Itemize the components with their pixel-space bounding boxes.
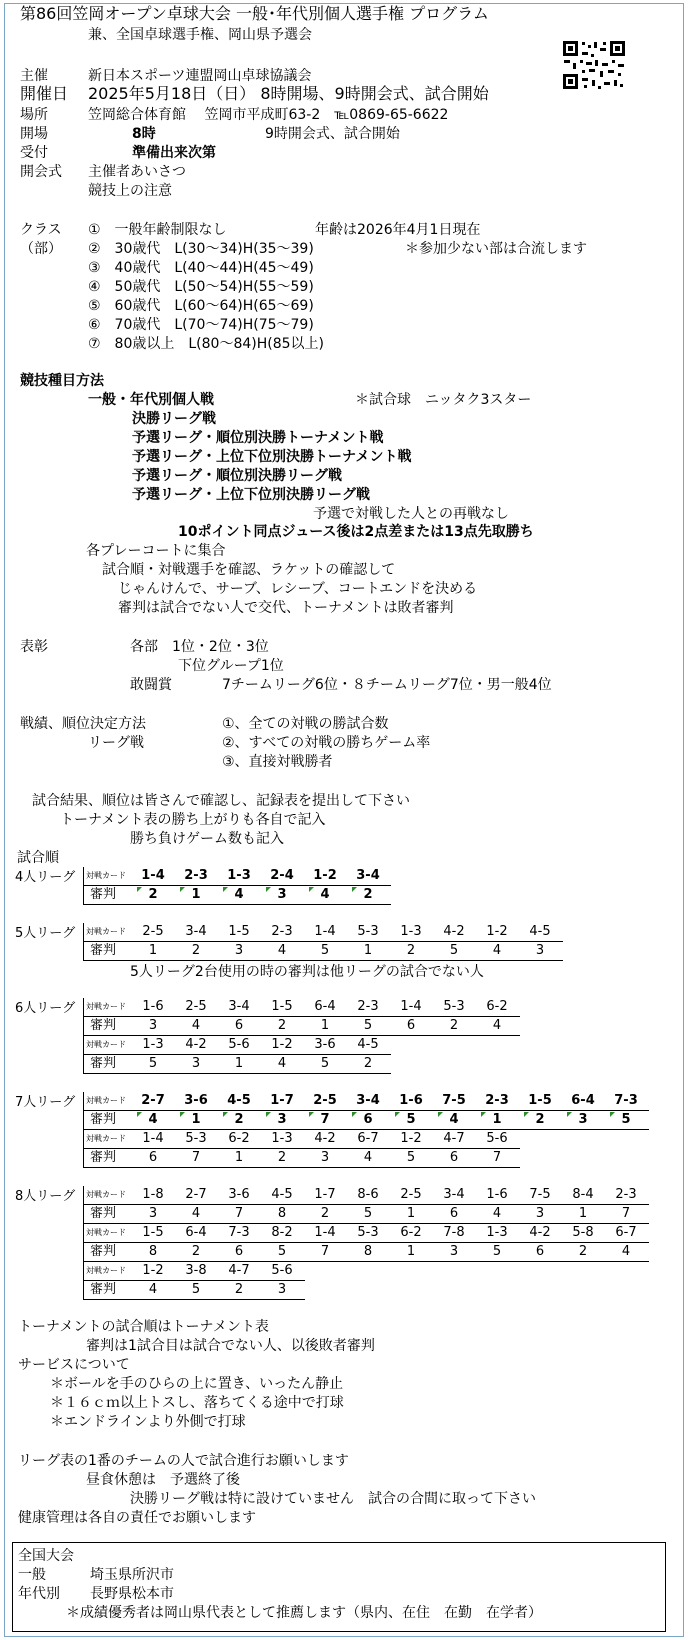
match-pair: 2-7 <box>185 1187 207 1202</box>
league-4-label: 4人リーグ <box>15 870 76 885</box>
venue: 笠岡総合体育館 笠岡市平成町63-2 ℡0869-65-6622 <box>88 107 449 123</box>
card-label: 対戦カード <box>83 1036 132 1054</box>
awards-line: 下位グループ1位 <box>178 658 284 674</box>
match-referee: 1 <box>191 1112 201 1127</box>
match-referee: 2 <box>191 943 201 958</box>
ceremony-notes: 競技上の注意 <box>88 183 172 199</box>
match-pair: 2-3 <box>357 999 379 1014</box>
class-item: ② 30歳代 L(30～34)H(35～39) <box>88 241 314 257</box>
match-referee: 3 <box>277 1112 287 1127</box>
card-label: 対戦カード <box>83 923 132 941</box>
match-referee: 2 <box>363 887 373 902</box>
match-referee: 5 <box>148 1056 158 1071</box>
format-item: 予選リーグ・順位別決勝リーグ戦 <box>132 468 342 484</box>
match-referee: 5 <box>191 1282 201 1297</box>
service-heading: サービスについて <box>18 1357 130 1373</box>
organizer-label: 主催 <box>20 68 48 84</box>
venue-label: 場所 <box>20 107 48 123</box>
merge-note: ＊参加少ない部は合流します <box>405 241 587 257</box>
class-item: ⑦ 80歳以上 L(80～84)H(85以上) <box>88 336 324 352</box>
match-pair: 1-3 <box>486 1225 508 1240</box>
match-referee: 1 <box>492 1112 502 1127</box>
match-pair: 6-4 <box>314 999 336 1014</box>
match-referee: 4 <box>449 1112 459 1127</box>
class-item: ⑥ 70歳代 L(70～74)H(75～79) <box>88 317 314 333</box>
tournament-note: トーナメントの試合順はトーナメント表 <box>18 1319 269 1335</box>
match-referee: 2 <box>363 1056 373 1071</box>
card-label: 対戦カード <box>83 1092 132 1110</box>
row-divider <box>83 960 563 961</box>
match-referee: 4 <box>148 1282 158 1297</box>
match-pair: 1-5 <box>528 1093 552 1108</box>
match-pair: 4-2 <box>314 1131 336 1146</box>
class-item: ① 一般年齢制限なし <box>88 222 227 238</box>
page-subtitle: 兼、全国卓球選手権、岡山県予選会 <box>88 27 312 43</box>
match-pair: 2-5 <box>142 924 164 939</box>
format-item: 予選リーグ・順位別決勝トーナメント戦 <box>132 430 384 446</box>
match-referee: 2 <box>277 1150 287 1165</box>
match-pair: 3-4 <box>443 1187 465 1202</box>
fighting-spirit-award: 7チームリーグ6位・８チームリーグ7位・男一般4位 <box>222 677 552 693</box>
match-referee: 6 <box>449 1206 459 1221</box>
match-referee: 2 <box>277 1018 287 1033</box>
match-referee: 2 <box>191 1244 201 1259</box>
format-item: 予選リーグ・上位下位別決勝リーグ戦 <box>132 487 370 503</box>
match-referee: 8 <box>277 1206 287 1221</box>
match-pair: 6-2 <box>400 1225 422 1240</box>
class-item: ④ 50歳代 L(50～54)H(55～59) <box>88 279 314 295</box>
match-pair: 3-6 <box>228 1187 250 1202</box>
event-type: 一般・年代別個人戦 <box>88 392 214 408</box>
match-pair: 1-2 <box>486 924 508 939</box>
league-7-label: 7人リーグ <box>15 1095 76 1110</box>
service-rule: ＊ボールを手のひらの上に置き、いったん静止 <box>50 1376 344 1392</box>
match-order-label: 試合順 <box>17 850 59 866</box>
corner-mark <box>137 887 142 892</box>
match-referee: 3 <box>320 1150 330 1165</box>
match-pair: 1-5 <box>271 999 293 1014</box>
match-referee: 1 <box>578 1206 588 1221</box>
results-note: 試合結果、順位は皆さんで確認し、記録表を提出して下さい <box>32 793 410 809</box>
service-rule: ＊エンドラインより外側で打球 <box>50 1414 246 1430</box>
match-pair: 4-5 <box>271 1187 293 1202</box>
referee-label: 審判 <box>83 1055 129 1073</box>
match-pair: 1-4 <box>141 868 165 883</box>
match-pair: 1-2 <box>271 1037 293 1052</box>
match-pair: 3-4 <box>185 924 207 939</box>
match-pair: 4-5 <box>357 1037 379 1052</box>
match-pair: 6-4 <box>571 1093 595 1108</box>
league-6-label: 6人リーグ <box>15 1001 76 1016</box>
ball-note: ＊試合球 ニッタク3スター <box>355 392 532 408</box>
match-referee: 2 <box>234 1112 244 1127</box>
referee-label: 審判 <box>83 942 129 960</box>
match-pair: 6-4 <box>185 1225 207 1240</box>
match-pair: 1-3 <box>271 1131 293 1146</box>
closing-note: 健康管理は各自の責任でお願いします <box>18 1510 256 1526</box>
match-referee: 1 <box>406 1244 416 1259</box>
match-referee: 4 <box>621 1244 631 1259</box>
match-pair: 2-5 <box>313 1093 337 1108</box>
match-pair: 6-2 <box>228 1131 250 1146</box>
match-pair: 6-2 <box>486 999 508 1014</box>
match-pair: 1-2 <box>400 1131 422 1146</box>
match-pair: 3-4 <box>356 868 380 883</box>
ranking-rule: ②、すべての対戦の勝ちゲーム率 <box>222 735 431 751</box>
organizer: 新日本スポーツ連盟岡山卓球協議会 <box>88 68 312 84</box>
match-referee: 3 <box>578 1112 588 1127</box>
card-label: 対戦カード <box>83 998 132 1016</box>
card-label: 対戦カード <box>83 1224 132 1242</box>
match-pair: 5-6 <box>271 1263 293 1278</box>
match-referee: 2 <box>234 1282 244 1297</box>
match-referee: 5 <box>320 943 330 958</box>
national-heading: 全国大会 <box>18 1548 74 1564</box>
ranking-label: 戦績、順位決定方法 <box>20 716 146 732</box>
national-general-city: 埼玉県所沢市 <box>90 1567 174 1583</box>
match-referee: 5 <box>621 1112 631 1127</box>
match-referee: 7 <box>191 1150 201 1165</box>
match-referee: 4 <box>363 1150 373 1165</box>
reception: 準備出来次第 <box>132 145 216 161</box>
match-referee: 7 <box>234 1206 244 1221</box>
match-referee: 2 <box>449 1018 459 1033</box>
match-referee: 7 <box>320 1112 330 1127</box>
results-note: トーナメント表の勝ち上がりも各自で記入 <box>60 812 326 828</box>
match-referee: 6 <box>406 1018 416 1033</box>
corner-mark <box>309 887 314 892</box>
match-referee: 4 <box>191 1206 201 1221</box>
referee-label: 審判 <box>83 1281 129 1299</box>
match-pair: 4-2 <box>185 1037 207 1052</box>
match-pair: 1-8 <box>142 1187 164 1202</box>
referee-label: 審判 <box>83 886 129 904</box>
card-label: 対戦カード <box>83 1186 132 1204</box>
match-referee: 1 <box>234 1150 244 1165</box>
match-pair: 1-3 <box>400 924 422 939</box>
match-pair: 4-5 <box>227 1093 251 1108</box>
match-referee: 6 <box>234 1244 244 1259</box>
court-note: 各プレーコートに集合 <box>86 543 226 559</box>
match-pair: 2-3 <box>615 1187 637 1202</box>
match-referee: 5 <box>406 1150 416 1165</box>
qr-code-icon <box>562 40 626 90</box>
match-pair: 1-6 <box>486 1187 508 1202</box>
match-pair: 3-4 <box>228 999 250 1014</box>
match-pair: 2-4 <box>270 868 294 883</box>
match-pair: 7-3 <box>228 1225 250 1240</box>
ranking-rule: ③、直接対戦勝者 <box>222 754 333 770</box>
corner-mark <box>223 1112 228 1117</box>
reception-label: 受付 <box>20 145 48 161</box>
class-item: ⑤ 60歳代 L(60～64)H(65～69) <box>88 298 314 314</box>
match-pair: 1-4 <box>314 924 336 939</box>
match-referee: 2 <box>535 1112 545 1127</box>
rematch-note: 予選で対戦した人との再戦なし <box>313 506 509 522</box>
corner-mark <box>266 887 271 892</box>
corner-mark <box>438 1112 443 1117</box>
date-label: 開催日 <box>20 84 69 103</box>
national-note: ＊成績優秀者は岡山県代表として推薦します（県内、在住 在勤 在学者） <box>66 1605 542 1621</box>
class-label-2: （部） <box>20 241 62 257</box>
match-referee: 4 <box>191 1018 201 1033</box>
corner-mark <box>352 887 357 892</box>
corner-mark <box>266 1112 271 1117</box>
fighting-spirit-label: 敢闘賞 <box>130 677 172 693</box>
corner-mark <box>180 1112 185 1117</box>
match-pair: 3-6 <box>314 1037 336 1052</box>
match-referee: 3 <box>449 1244 459 1259</box>
match-referee: 3 <box>277 887 287 902</box>
match-pair: 7-8 <box>443 1225 465 1240</box>
corner-mark <box>481 1112 486 1117</box>
referee-label: 審判 <box>83 1017 129 1035</box>
national-age-city: 長野県松本市 <box>90 1586 174 1602</box>
match-pair: 1-7 <box>314 1187 336 1202</box>
ceremony-greeting: 主催者あいさつ <box>88 164 186 180</box>
match-pair: 5-3 <box>357 1225 379 1240</box>
match-referee: 4 <box>320 887 330 902</box>
match-referee: 8 <box>148 1244 158 1259</box>
court-note: 試合順・対戦選手を確認、ラケットの確認して <box>102 562 396 578</box>
class-label: クラス <box>20 222 62 238</box>
match-referee: 4 <box>492 1018 502 1033</box>
match-pair: 1-5 <box>228 924 250 939</box>
match-referee: 5 <box>492 1244 502 1259</box>
referee-label: 審判 <box>83 1111 129 1129</box>
ranking-rule: ①、全ての対戦の勝試合数 <box>222 716 389 732</box>
match-pair: 6-7 <box>357 1131 379 1146</box>
national-general-label: 一般 <box>18 1567 46 1583</box>
ranking-league-label: リーグ戦 <box>88 735 144 751</box>
card-label: 対戦カード <box>83 1262 132 1280</box>
corner-mark <box>395 1112 400 1117</box>
corner-mark <box>309 1112 314 1117</box>
match-referee: 3 <box>148 1018 158 1033</box>
league-8-label: 8人リーグ <box>15 1189 76 1204</box>
match-referee: 1 <box>234 1056 244 1071</box>
match-referee: 4 <box>277 1056 287 1071</box>
match-referee: 5 <box>449 943 459 958</box>
match-referee: 7 <box>621 1206 631 1221</box>
match-pair: 8-2 <box>271 1225 293 1240</box>
event-date: 2025年5月18日（日） 8時開場、9時開会式、試合開始 <box>88 84 489 103</box>
league-5-note: 5人リーグ2台使用の時の審判は他リーグの試合でない人 <box>130 964 484 980</box>
row-divider <box>83 1073 391 1074</box>
card-label: 対戦カード <box>83 1130 132 1148</box>
match-referee: 7 <box>320 1244 330 1259</box>
match-referee: 1 <box>148 943 158 958</box>
match-pair: 4-5 <box>529 924 551 939</box>
match-referee: 1 <box>406 1206 416 1221</box>
match-referee: 5 <box>277 1244 287 1259</box>
corner-mark <box>524 1112 529 1117</box>
match-pair: 2-3 <box>184 868 208 883</box>
match-pair: 2-7 <box>141 1093 165 1108</box>
ceremony-label: 開会式 <box>20 164 62 180</box>
match-pair: 1-3 <box>142 1037 164 1052</box>
corner-mark <box>180 887 185 892</box>
corner-mark <box>567 1112 572 1117</box>
match-pair: 2-5 <box>400 1187 422 1202</box>
open-note: 9時開会式、試合開始 <box>265 126 400 142</box>
match-referee: 4 <box>277 943 287 958</box>
match-referee: 4 <box>492 1206 502 1221</box>
referee-label: 審判 <box>83 1149 129 1167</box>
row-divider <box>83 1299 305 1300</box>
match-pair: 3-4 <box>356 1093 380 1108</box>
match-pair: 1-2 <box>313 868 337 883</box>
match-pair: 2-5 <box>185 999 207 1014</box>
match-pair: 1-4 <box>400 999 422 1014</box>
match-referee: 4 <box>234 887 244 902</box>
corner-mark <box>223 887 228 892</box>
match-pair: 1-4 <box>142 1131 164 1146</box>
match-pair: 3-6 <box>184 1093 208 1108</box>
match-pair: 4-2 <box>529 1225 551 1240</box>
open-label: 開場 <box>20 126 48 142</box>
match-pair: 6-7 <box>615 1225 637 1240</box>
open-time: 8時 <box>132 126 156 142</box>
match-pair: 1-5 <box>142 1225 164 1240</box>
match-pair: 1-6 <box>399 1093 423 1108</box>
age-note: 年齢は2026年4月1日現在 <box>315 222 481 238</box>
match-referee: 6 <box>363 1112 373 1127</box>
match-pair: 4-7 <box>228 1263 250 1278</box>
row-divider <box>83 904 391 905</box>
match-referee: 1 <box>320 1018 330 1033</box>
match-pair: 5-3 <box>443 999 465 1014</box>
match-pair: 8-6 <box>357 1187 379 1202</box>
corner-mark <box>352 1112 357 1117</box>
match-pair: 1-6 <box>142 999 164 1014</box>
closing-note: 決勝リーグ戦は特に設けていません 試合の合間に取って下さい <box>130 1491 536 1507</box>
national-age-label: 年代別 <box>18 1586 60 1602</box>
format-item: 決勝リーグ戦 <box>132 411 216 427</box>
corner-mark <box>610 1112 615 1117</box>
match-referee: 5 <box>363 1206 373 1221</box>
match-pair: 8-4 <box>572 1187 594 1202</box>
match-pair: 2-3 <box>271 924 293 939</box>
match-pair: 4-2 <box>443 924 465 939</box>
match-referee: 4 <box>148 1112 158 1127</box>
match-pair: 4-7 <box>443 1131 465 1146</box>
match-referee: 3 <box>535 1206 545 1221</box>
results-note: 勝ち負けゲーム数も記入 <box>130 831 284 847</box>
format-item: 予選リーグ・上位下位別決勝トーナメント戦 <box>132 449 412 465</box>
closing-note: リーグ表の1番のチームの人で試合進行お願いします <box>18 1453 349 1469</box>
match-referee: 2 <box>406 943 416 958</box>
awards-label: 表彰 <box>20 639 48 655</box>
match-referee: 5 <box>320 1056 330 1071</box>
match-referee: 2 <box>148 887 158 902</box>
match-pair: 1-2 <box>142 1263 164 1278</box>
match-referee: 8 <box>363 1244 373 1259</box>
match-referee: 5 <box>406 1112 416 1127</box>
match-pair: 5-3 <box>357 924 379 939</box>
match-pair: 5-6 <box>486 1131 508 1146</box>
match-referee: 6 <box>535 1244 545 1259</box>
match-referee: 3 <box>277 1282 287 1297</box>
match-referee: 1 <box>191 887 201 902</box>
match-referee: 3 <box>234 943 244 958</box>
match-pair: 1-3 <box>227 868 251 883</box>
court-note: じゃんけんで、サーブ、レシーブ、コートエンドを決める <box>118 581 478 597</box>
awards-line: 各部 1位・2位・3位 <box>130 639 269 655</box>
method-heading: 競技種目方法 <box>20 373 104 389</box>
service-rule: ＊１６ｃｍ以上トスし、落ちてくる途中で打球 <box>50 1395 344 1411</box>
match-pair: 7-5 <box>529 1187 551 1202</box>
match-pair: 5-6 <box>228 1037 250 1052</box>
match-pair: 2-3 <box>485 1093 509 1108</box>
match-referee: 4 <box>492 943 502 958</box>
match-referee: 3 <box>191 1056 201 1071</box>
match-referee: 3 <box>148 1206 158 1221</box>
card-label: 対戦カード <box>83 867 132 885</box>
match-referee: 6 <box>449 1150 459 1165</box>
match-referee: 1 <box>363 943 373 958</box>
class-item: ③ 40歳代 L(40～44)H(45～49) <box>88 260 314 276</box>
match-pair: 5-8 <box>572 1225 594 1240</box>
match-pair: 1-7 <box>270 1093 294 1108</box>
match-referee: 5 <box>363 1018 373 1033</box>
closing-note: 昼食休憩は 予選終了後 <box>86 1472 240 1488</box>
match-pair: 7-3 <box>614 1093 638 1108</box>
match-referee: 2 <box>578 1244 588 1259</box>
match-pair: 1-4 <box>314 1225 336 1240</box>
match-referee: 2 <box>320 1206 330 1221</box>
court-note: 審判は試合でない人で交代、トーナメントは敗者審判 <box>118 600 454 616</box>
row-divider <box>83 1167 520 1168</box>
match-pair: 5-3 <box>185 1131 207 1146</box>
page-title: 第86回笠岡オープン卓球大会 一般･年代別個人選手権 プログラム <box>20 4 489 23</box>
match-referee: 6 <box>234 1018 244 1033</box>
tournament-note: 審判は1試合目は試合でない人、以後敗者審判 <box>86 1338 375 1354</box>
league-5-label: 5人リーグ <box>15 926 76 941</box>
referee-label: 審判 <box>83 1243 129 1261</box>
referee-label: 審判 <box>83 1205 129 1223</box>
match-referee: 6 <box>148 1150 158 1165</box>
match-referee: 7 <box>492 1150 502 1165</box>
match-pair: 3-8 <box>185 1263 207 1278</box>
corner-mark <box>137 1112 142 1117</box>
match-referee: 3 <box>535 943 545 958</box>
scoring-rule: 10ポイント同点ジュース後は2点差または13点先取勝ち <box>178 524 534 540</box>
match-pair: 7-5 <box>442 1093 466 1108</box>
